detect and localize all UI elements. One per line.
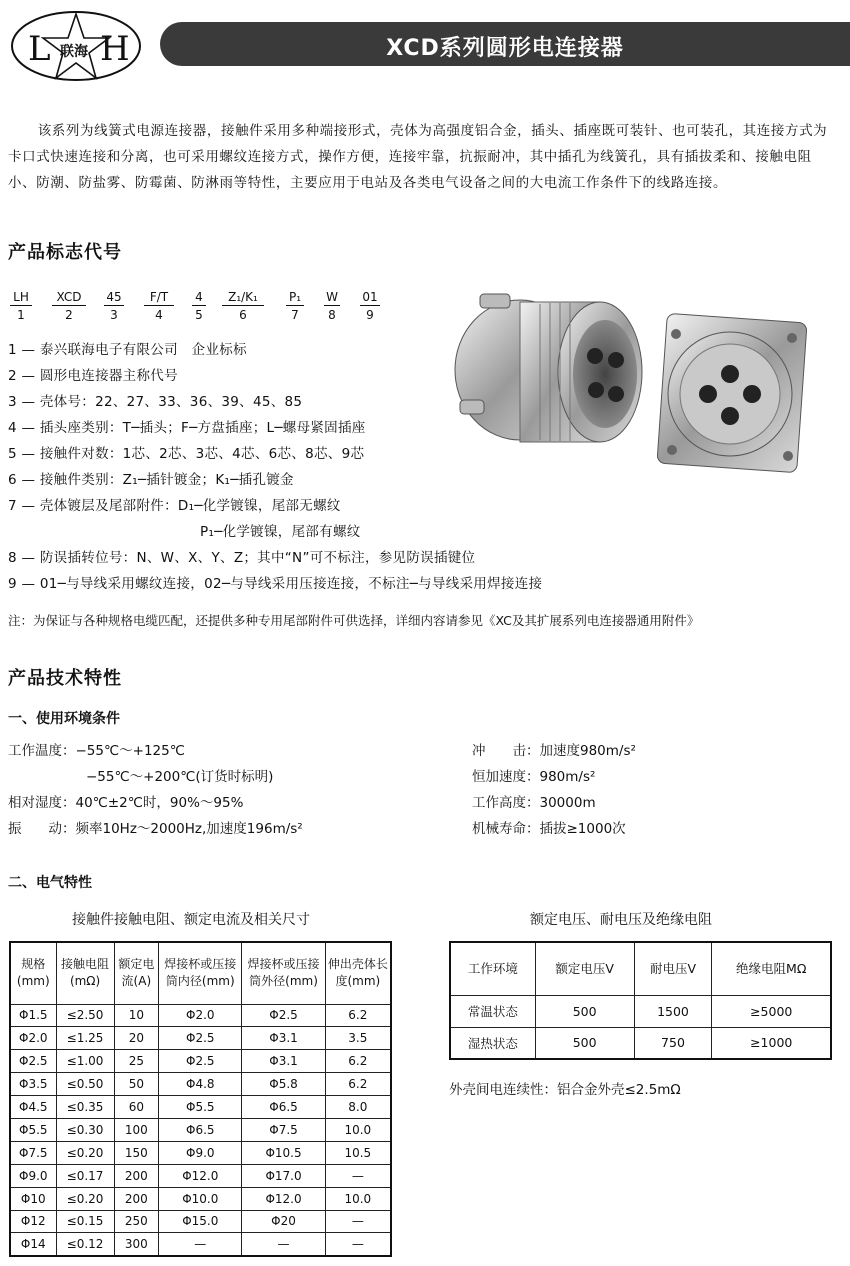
table-cell: Φ14 (10, 1233, 56, 1256)
code-segment-value: XCD (52, 290, 86, 306)
page-title: XCD系列圆形电连接器 (386, 36, 624, 61)
table-cell: 200 (114, 1187, 159, 1210)
table-row (10, 1141, 391, 1164)
table-cell: Φ9.0 (159, 1141, 242, 1164)
code-definition: 3 — 壳体号：22、27、33、36、39、45、85 (8, 394, 303, 410)
logo-letter-h: H (100, 29, 130, 69)
table-cell: ≤2.50 (56, 1004, 114, 1027)
code-segment (104, 290, 124, 322)
table-cell: 3.5 (325, 1027, 391, 1050)
table-cell: 60 (114, 1096, 159, 1119)
column-header: 焊接杯或压接筒内径(mm) (159, 942, 242, 1004)
column-header: 接触电阻(mΩ) (56, 942, 114, 1004)
env-condition: 工作高度：30000m (472, 795, 596, 811)
table-cell: 100 (114, 1118, 159, 1141)
table-row (10, 1050, 391, 1073)
table-row (10, 1027, 391, 1050)
table-cell: 10.0 (325, 1187, 391, 1210)
code-definition: 9 — 01─与导线采用螺纹连接，02─与导线采用压接连接，不标注─与导线采用焊接连接 (8, 576, 543, 592)
table-cell: Φ17.0 (242, 1164, 325, 1187)
table-cell: Φ5.8 (242, 1073, 325, 1096)
column-header: 焊接杯或压接筒外径(mm) (242, 942, 325, 1004)
env-condition: 振 动：频率10Hz～2000Hz,加速度196m/s² (8, 821, 303, 837)
code-heading: 产品标志代号 (8, 242, 122, 263)
table-cell: 750 (634, 1027, 712, 1059)
table-cell: Φ2.5 (159, 1050, 242, 1073)
code-definition: P₁─化学镀镍，尾部有螺纹 (200, 524, 361, 540)
table-cell: — (159, 1233, 242, 1256)
table-header-row (450, 942, 831, 995)
table-cell: ≤0.35 (56, 1096, 114, 1119)
table-cell: 150 (114, 1141, 159, 1164)
elec-heading: 二、电气特性 (8, 875, 92, 891)
code-segment-value: 4 (192, 290, 206, 306)
contact-table (9, 941, 392, 1257)
table-cell: ≤1.00 (56, 1050, 114, 1073)
code-definition: 5 — 接触件对数：1芯、2芯、3芯、4芯、6芯、8芯、9芯 (8, 446, 365, 462)
table-cell: 25 (114, 1050, 159, 1073)
column-header: 工作环境 (450, 942, 535, 995)
env-condition: 恒加速度：980m/s² (472, 769, 596, 785)
table-cell: Φ4.8 (159, 1073, 242, 1096)
env-heading: 一、使用环境条件 (8, 711, 120, 727)
code-definition: 8 — 防误插转位号：N、W、X、Y、Z；其中“N”可不标注，参见防误插键位 (8, 550, 476, 566)
table-cell: ≤0.30 (56, 1118, 114, 1141)
code-segment-index: 1 (17, 308, 25, 322)
table-cell: — (242, 1233, 325, 1256)
table-cell: ≤0.20 (56, 1187, 114, 1210)
table-cell: ≤1.25 (56, 1027, 114, 1050)
table-cell: Φ6.5 (159, 1118, 242, 1141)
code-definition: 1 — 泰兴联海电子有限公司 企业标标 (8, 342, 247, 358)
code-segment-value: F/T (144, 290, 174, 306)
table-cell: Φ12 (10, 1210, 56, 1233)
table-row (10, 1233, 391, 1256)
logo-letter-l: L (28, 29, 51, 69)
table-header-row (10, 942, 391, 1004)
table-cell: Φ10.5 (242, 1141, 325, 1164)
table-cell: 250 (114, 1210, 159, 1233)
code-definition: 6 — 接触件类别：Z₁─插针镀金；K₁─插孔镀金 (8, 472, 294, 488)
table2-caption: 额定电压、耐电压及绝缘电阻 (530, 912, 712, 928)
table-row (450, 1027, 831, 1059)
table-cell: Φ2.0 (10, 1027, 56, 1050)
company-logo (8, 8, 144, 84)
title-bar (160, 22, 850, 66)
table-cell: 湿热状态 (450, 1027, 535, 1059)
table-row (10, 1096, 391, 1119)
code-segment-index: 8 (328, 308, 336, 322)
table-cell: Φ7.5 (10, 1141, 56, 1164)
code-segment-value: Z₁/K₁ (222, 290, 264, 306)
table-cell: ≥1000 (712, 1027, 831, 1059)
code-segment-value: 45 (104, 290, 124, 306)
table-cell: 200 (114, 1164, 159, 1187)
column-header: 额定电压V (535, 942, 634, 995)
code-segment-index: 5 (195, 308, 203, 322)
table-cell: ≤0.15 (56, 1210, 114, 1233)
column-header: 耐电压V (634, 942, 712, 995)
table-cell: Φ1.5 (10, 1004, 56, 1027)
code-segment-index: 6 (239, 308, 247, 322)
column-header: 伸出壳体长度(mm) (325, 942, 391, 1004)
code-segment-index: 3 (110, 308, 118, 322)
table-cell: 50 (114, 1073, 159, 1096)
code-segment-index: 4 (155, 308, 163, 322)
table-cell: Φ12.0 (242, 1187, 325, 1210)
table-cell: 500 (535, 1027, 634, 1059)
table-row (10, 1210, 391, 1233)
table-cell: ≤0.12 (56, 1233, 114, 1256)
code-segment-index: 2 (65, 308, 73, 322)
table-cell: Φ3.1 (242, 1027, 325, 1050)
table-cell: 300 (114, 1233, 159, 1256)
column-header: 绝缘电阻MΩ (712, 942, 831, 995)
code-segment (10, 290, 32, 322)
note: 注：为保证与各种规格电缆匹配，还提供多种专用尾部附件可供选择，详细内容请参见《XC及其扩展系列电连接器通用附件》 (8, 613, 700, 628)
table-cell: — (325, 1210, 391, 1233)
table-row (10, 1118, 391, 1141)
env-condition: 机械寿命：插拔≥1000次 (472, 821, 626, 837)
code-segment (144, 290, 174, 322)
table-cell: Φ9.0 (10, 1164, 56, 1187)
table-cell: Φ5.5 (159, 1096, 242, 1119)
table-cell: ≤0.20 (56, 1141, 114, 1164)
connector-photo (440, 290, 845, 505)
table-cell: ≤0.50 (56, 1073, 114, 1096)
code-definition: 2 — 圆形电连接器主称代号 (8, 368, 178, 384)
table-cell: Φ4.5 (10, 1096, 56, 1119)
table-cell: 10.0 (325, 1118, 391, 1141)
table-cell: — (325, 1164, 391, 1187)
code-segment-index: 9 (366, 308, 374, 322)
code-segment-index: 7 (291, 308, 299, 322)
code-segment (52, 290, 86, 322)
code-segment-value: LH (10, 290, 32, 306)
table1-caption: 接触件接触电阻、额定电流及相关尺寸 (72, 912, 310, 928)
table-cell: ≤0.17 (56, 1164, 114, 1187)
table-cell: 1500 (634, 995, 712, 1027)
table-cell: Φ5.5 (10, 1118, 56, 1141)
table-cell: Φ20 (242, 1210, 325, 1233)
table-cell: Φ2.5 (159, 1027, 242, 1050)
code-segment-value: P₁ (286, 290, 304, 306)
table-cell: Φ10.0 (159, 1187, 242, 1210)
table-cell: 6.2 (325, 1073, 391, 1096)
table-cell: 10 (114, 1004, 159, 1027)
table-row (450, 995, 831, 1027)
tech-heading: 产品技术特性 (8, 668, 122, 689)
code-segment (360, 290, 380, 322)
code-segment-value: 01 (360, 290, 380, 306)
table-cell: 500 (535, 995, 634, 1027)
table-row (10, 1004, 391, 1027)
table-cell: Φ12.0 (159, 1164, 242, 1187)
voltage-table (449, 941, 832, 1060)
column-header: 额定电流(A) (114, 942, 159, 1004)
logo-text: 联海 (60, 44, 88, 60)
env-condition: 相对湿度：40℃±2℃时，90%～95% (8, 795, 244, 811)
table-cell: 6.2 (325, 1004, 391, 1027)
table-cell: Φ2.0 (159, 1004, 242, 1027)
table-row (10, 1187, 391, 1210)
table-cell: Φ2.5 (242, 1004, 325, 1027)
env-condition: 工作温度：−55℃～+125℃ (8, 743, 185, 759)
table-cell: Φ7.5 (242, 1118, 325, 1141)
code-segment (192, 290, 206, 322)
table-row (10, 1073, 391, 1096)
table-cell: ≥5000 (712, 995, 831, 1027)
table-cell: 10.5 (325, 1141, 391, 1164)
table-cell: 8.0 (325, 1096, 391, 1119)
intro-paragraph: 该系列为线簧式电源连接器，接触件采用多种端接形式，壳体为高强度铝合金，插头、插座既可装针、也可装孔，其连接方式为卡口式快速连接和分离，也可采用螺纹连接方式，操作方便，连接牢靠，抗振耐冲，其中插孔为线簧孔，具有插拔柔和、接触电阻小、防潮、防盐雾、防霉菌、防淋雨等特性，主要应用于电站及各类电气设备之间的大电流工作条件下的线路连接。 (8, 123, 828, 191)
table-cell: Φ3.5 (10, 1073, 56, 1096)
continuity-text: 外壳间电连续性：铝合金外壳≤2.5mΩ (449, 1082, 681, 1098)
code-segment (222, 290, 264, 322)
table-cell: 6.2 (325, 1050, 391, 1073)
table-row (10, 1164, 391, 1187)
table-cell: Φ3.1 (242, 1050, 325, 1073)
table-cell: Φ15.0 (159, 1210, 242, 1233)
table-cell: Φ6.5 (242, 1096, 325, 1119)
env-condition: 冲 击：加速度980m/s² (472, 743, 636, 759)
code-definition: 4 — 插头座类别：T─插头；F─方盘插座；L─螺母紧固插座 (8, 420, 366, 436)
code-segment (286, 290, 304, 322)
table-cell: 常温状态 (450, 995, 535, 1027)
table-cell: Φ10 (10, 1187, 56, 1210)
code-definition: 7 — 壳体镀层及尾部附件：D₁─化学镀镍，尾部无螺纹 (8, 498, 341, 514)
table-cell: — (325, 1233, 391, 1256)
code-segment (324, 290, 340, 322)
code-segment-value: W (324, 290, 340, 306)
column-header: 规格(mm) (10, 942, 56, 1004)
table-cell: Φ2.5 (10, 1050, 56, 1073)
table-cell: 20 (114, 1027, 159, 1050)
env-condition: −55℃～+200℃(订货时标明) (86, 769, 274, 785)
